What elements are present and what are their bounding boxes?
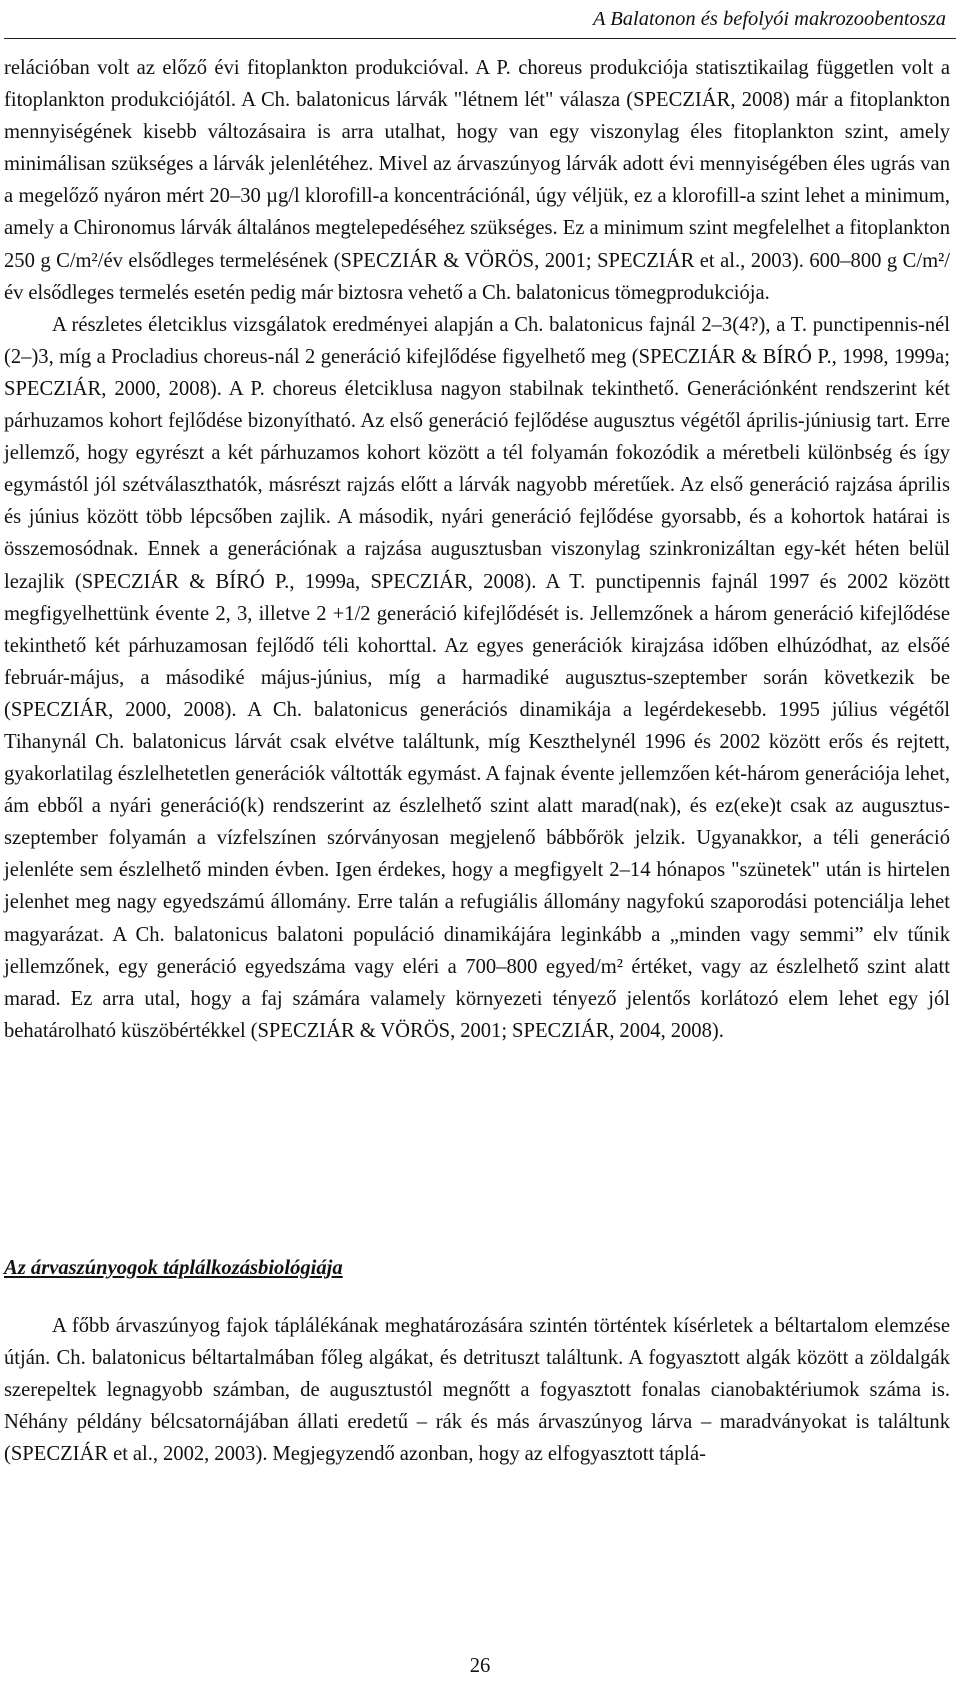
paragraph-1: relációban volt az előző évi fitoplankton produkcióval. A P. choreus produkciója statisztikailag független volt a fitoplankton produkciójától. A Ch. balatonicus lárvák "létnem lét" válasza (SPECZIÁR, 2008) már a fitoplankton mennyiségének kisebb változásaira is arra utalhat, hogy van egy viszonylag éles fitoplankton szint, amely minimálisan szükséges a lárvák jelenlétéhez. Mivel az árvaszúnyog lárvák adott évi mennyiségében éles ugrás van a megelőző nyáron mért 20–30 µg/l klorofill-a koncentrációnál, úgy véljük, ez a klorofill-a szint lehet a minimum, amely a Chironomus lárvák általános megtelepedéséhez szükséges. Ez a minimum szint megfelelhet a fitoplankton 250 g C/m²/év elsődleges termelésének (SPECZIÁR & VÖRÖS, 2001; SPECZIÁR et al., 2003). 600–800 g C/m²/év elsődleges termelés esetén pedig már biztosra vehető a Ch. balatonicus tömegprodukciója. — [4, 57, 950, 304]
page-number: 26 — [469, 1655, 491, 1677]
paragraph-2: A részletes életciklus vizsgálatok eredményei alapján a Ch. balatonicus fajnál 2–3(4?), a T. punctipennis-nél (2–)3, míg a Procladius choreus-nál 2 generáció kifejlődése figyelhető meg (SPECZIÁR & BÍRÓ P., 1998, 1999a; SPECZIÁR, 2000, 2008). A P. choreus életciklusa nagyon stabilnak tekinthető. Generációnként rendszerint két párhuzamos kohort fejlődése bizonyítható. Az első generáció fejlődése augusztus végétől április-júniusig tart. Erre jellemző, hogy egyrészt a két párhuzamos kohort között a tél folyamán fokozódik a méretbeli különbség és így egymástól jól szétválaszthatók, másrészt rajzás előtt a lárvák nagyobb méretűek. Az első generáció rajzása április és június között több lépcsőben zajlik. A második, nyári generáció fejlődése gyorsabb, és a kohortok határai is összemosódnak. Ennek a generációnak a rajzása augusztusban viszonylag szinkronizáltan egy-két héten belül lezajlik (SPECZIÁR & BÍRÓ P., 1999a, SPECZIÁR, 2008). A T. punctipennis fajnál 1997 és 2002 között megfigyelhettünk évente 2, 3, illetve 2 +1/2 generáció kifejlődését is. Jellemzőnek a három generáció kifejlődése tekinthető két párhuzamosan fejlődő téli kohorttal. Az egyes generációk kirajzása időben elhúzódhat, az elsőé február-május, a másodiké május-június, míg a harmadiké augusztus-szeptember során következik be (SPECZIÁR, 2000, 2008). A Ch. balatonicus generációs dinamikája a legérdekesebb. 1995 július végétől Tihanynál Ch. balatonicus lárvát csak elvétve találtunk, míg Keszthelynél 1996 és 2002 között erős és rejtett, gyakorlatilag észlelhetetlen generációk váltották egymást. A fajnak évente jellemzően két-három generációja lehet, ám ebből a nyári generáció(k) rendszerint az észlelhető szint alatt marad(nak), és ez(eke)t csak az augusztus-szeptember folyamán a vízfelszínen szórványosan megjelenő bábbőrök jelzik. Ugyanakkor, a téli generáció jelenléte sem észlelhető minden évben. Igen érdekes, hogy a megfigyelt 2–14 hónapos "szünetek" után is hirtelen jelenhet meg nagy egyedszámú állomány. Erre talán a refugiális állomány nagyfokú szaporodási potenciálja lehet magyarázat. A Ch. balatonicus balatoni populáció dinamikájára leginkább a „minden vagy semmi” elv tűnik jellemzőnek, egy generáció egyedszáma vagy eléri a 700–800 egyed/m² értéket, vagy az észlelhető szint alatt marad. Ez arra utal, hogy a faj számára valamely környezeti tényező jelentős korlátozó elem lehet egy jól behatárolható küszöbértékkel (SPECZIÁR & VÖRÖS, 2001; SPECZIÁR, 2004, 2008). — [4, 313, 950, 1042]
paragraph-3: A főbb árvaszúnyog fajok táplálékának meghatározására szintén történtek kísérletek a béltartalom elemzése útján. Ch. balatonicus béltartalmában főleg algákat, és detrituszt találtunk. A fogyasztott algák között a zöldalgák szerepeltek legnagyobb számban, de augusztustól megnőtt a fogyasztott fonalas cianobaktériumok száma is. Néhány példány bélcsatornájában állati eredetű – rák és más árvaszúnyog lárva – maradványokat is találtunk (SPECZIÁR et al., 2002, 2003). Megjegyzendő azonban, hogy az elfogyasztott táplá- — [4, 1315, 950, 1466]
running-header: A Balatonon és befolyói makrozoobentosza — [592, 8, 946, 30]
body-text-section — [4, 1310, 950, 1470]
header-rule — [4, 38, 956, 39]
section-heading: Az árvaszúnyogok táplálkozásbiológiája — [4, 1257, 343, 1279]
body-text-main — [4, 52, 950, 1047]
